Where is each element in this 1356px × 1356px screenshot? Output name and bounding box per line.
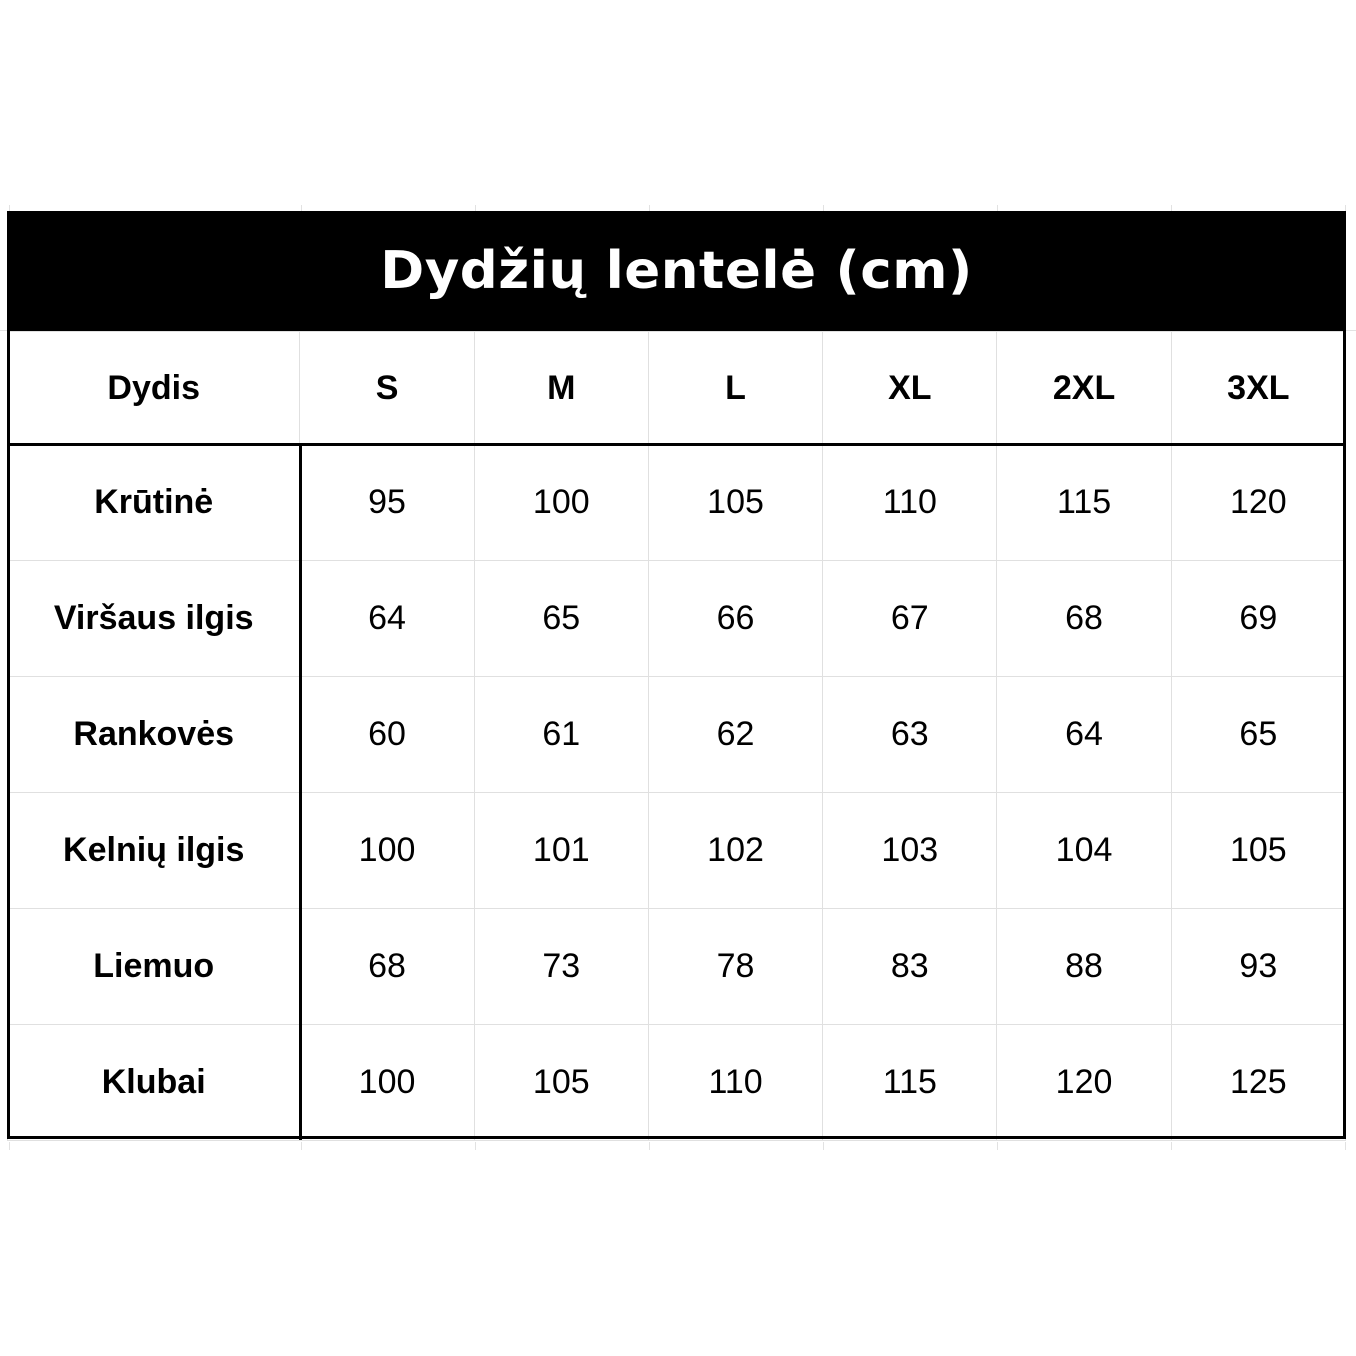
row-label-cell: Krūtinė — [8, 445, 300, 561]
value-cell: 68 — [997, 561, 1171, 677]
table-row — [8, 677, 1346, 793]
value-cell: 65 — [474, 561, 648, 677]
page-title: Dydžių lentelė (cm) — [380, 241, 973, 301]
header-row — [8, 332, 1346, 445]
value-cell: 100 — [300, 793, 474, 909]
row-label-cell: Viršaus ilgis — [8, 561, 300, 677]
table-row — [8, 909, 1346, 1025]
gridline-stub — [1346, 330, 1356, 331]
value-cell: 101 — [474, 793, 648, 909]
value-cell: 115 — [997, 445, 1171, 561]
gridline-stub — [301, 1142, 302, 1150]
value-cell: 102 — [648, 793, 822, 909]
gridline-stub — [0, 330, 7, 331]
value-cell: 93 — [1171, 909, 1345, 1025]
value-cell: 105 — [648, 445, 822, 561]
value-cell: 62 — [648, 677, 822, 793]
row-label-cell: Kelnių ilgis — [8, 793, 300, 909]
value-cell: 95 — [300, 445, 474, 561]
value-cell: 63 — [823, 677, 997, 793]
value-cell: 67 — [823, 561, 997, 677]
size-header-cell: 2XL — [997, 332, 1171, 445]
gridline-stub — [997, 1142, 998, 1150]
value-cell: 103 — [823, 793, 997, 909]
gridline-stub — [649, 1142, 650, 1150]
value-cell: 100 — [300, 1025, 474, 1141]
value-cell: 83 — [823, 909, 997, 1025]
value-cell: 64 — [300, 561, 474, 677]
table-row — [8, 793, 1346, 909]
value-cell: 73 — [474, 909, 648, 1025]
value-cell: 125 — [1171, 1025, 1345, 1141]
value-cell: 120 — [997, 1025, 1171, 1141]
header-label-cell: Dydis — [8, 332, 300, 445]
gridline-stub — [1345, 1142, 1346, 1150]
value-cell: 120 — [1171, 445, 1345, 561]
value-cell: 110 — [823, 445, 997, 561]
value-cell: 105 — [1171, 793, 1345, 909]
value-cell: 105 — [474, 1025, 648, 1141]
gridline-stub — [1171, 1142, 1172, 1150]
row-label-cell: Klubai — [8, 1025, 300, 1141]
value-cell: 100 — [474, 445, 648, 561]
gridline-stub — [823, 1142, 824, 1150]
gridline-stub — [9, 1142, 10, 1150]
size-header-cell: XL — [823, 332, 997, 445]
value-cell: 88 — [997, 909, 1171, 1025]
row-label-cell: Liemuo — [8, 909, 300, 1025]
value-cell: 61 — [474, 677, 648, 793]
value-cell: 65 — [1171, 677, 1345, 793]
value-cell: 68 — [300, 909, 474, 1025]
row-label-cell: Rankovės — [8, 677, 300, 793]
value-cell: 60 — [300, 677, 474, 793]
size-header-cell: 3XL — [1171, 332, 1345, 445]
title-bar — [7, 211, 1346, 331]
value-cell: 78 — [648, 909, 822, 1025]
size-header-cell: S — [300, 332, 474, 445]
value-cell: 115 — [823, 1025, 997, 1141]
value-cell: 110 — [648, 1025, 822, 1141]
value-cell: 104 — [997, 793, 1171, 909]
table-row — [8, 561, 1346, 677]
size-header-cell: L — [648, 332, 822, 445]
table-row — [8, 445, 1346, 561]
size-table — [7, 331, 1346, 1141]
value-cell: 66 — [648, 561, 822, 677]
value-cell: 69 — [1171, 561, 1345, 677]
gridline-stub — [475, 1142, 476, 1150]
size-header-cell: M — [474, 332, 648, 445]
table-row — [8, 1025, 1346, 1141]
value-cell: 64 — [997, 677, 1171, 793]
